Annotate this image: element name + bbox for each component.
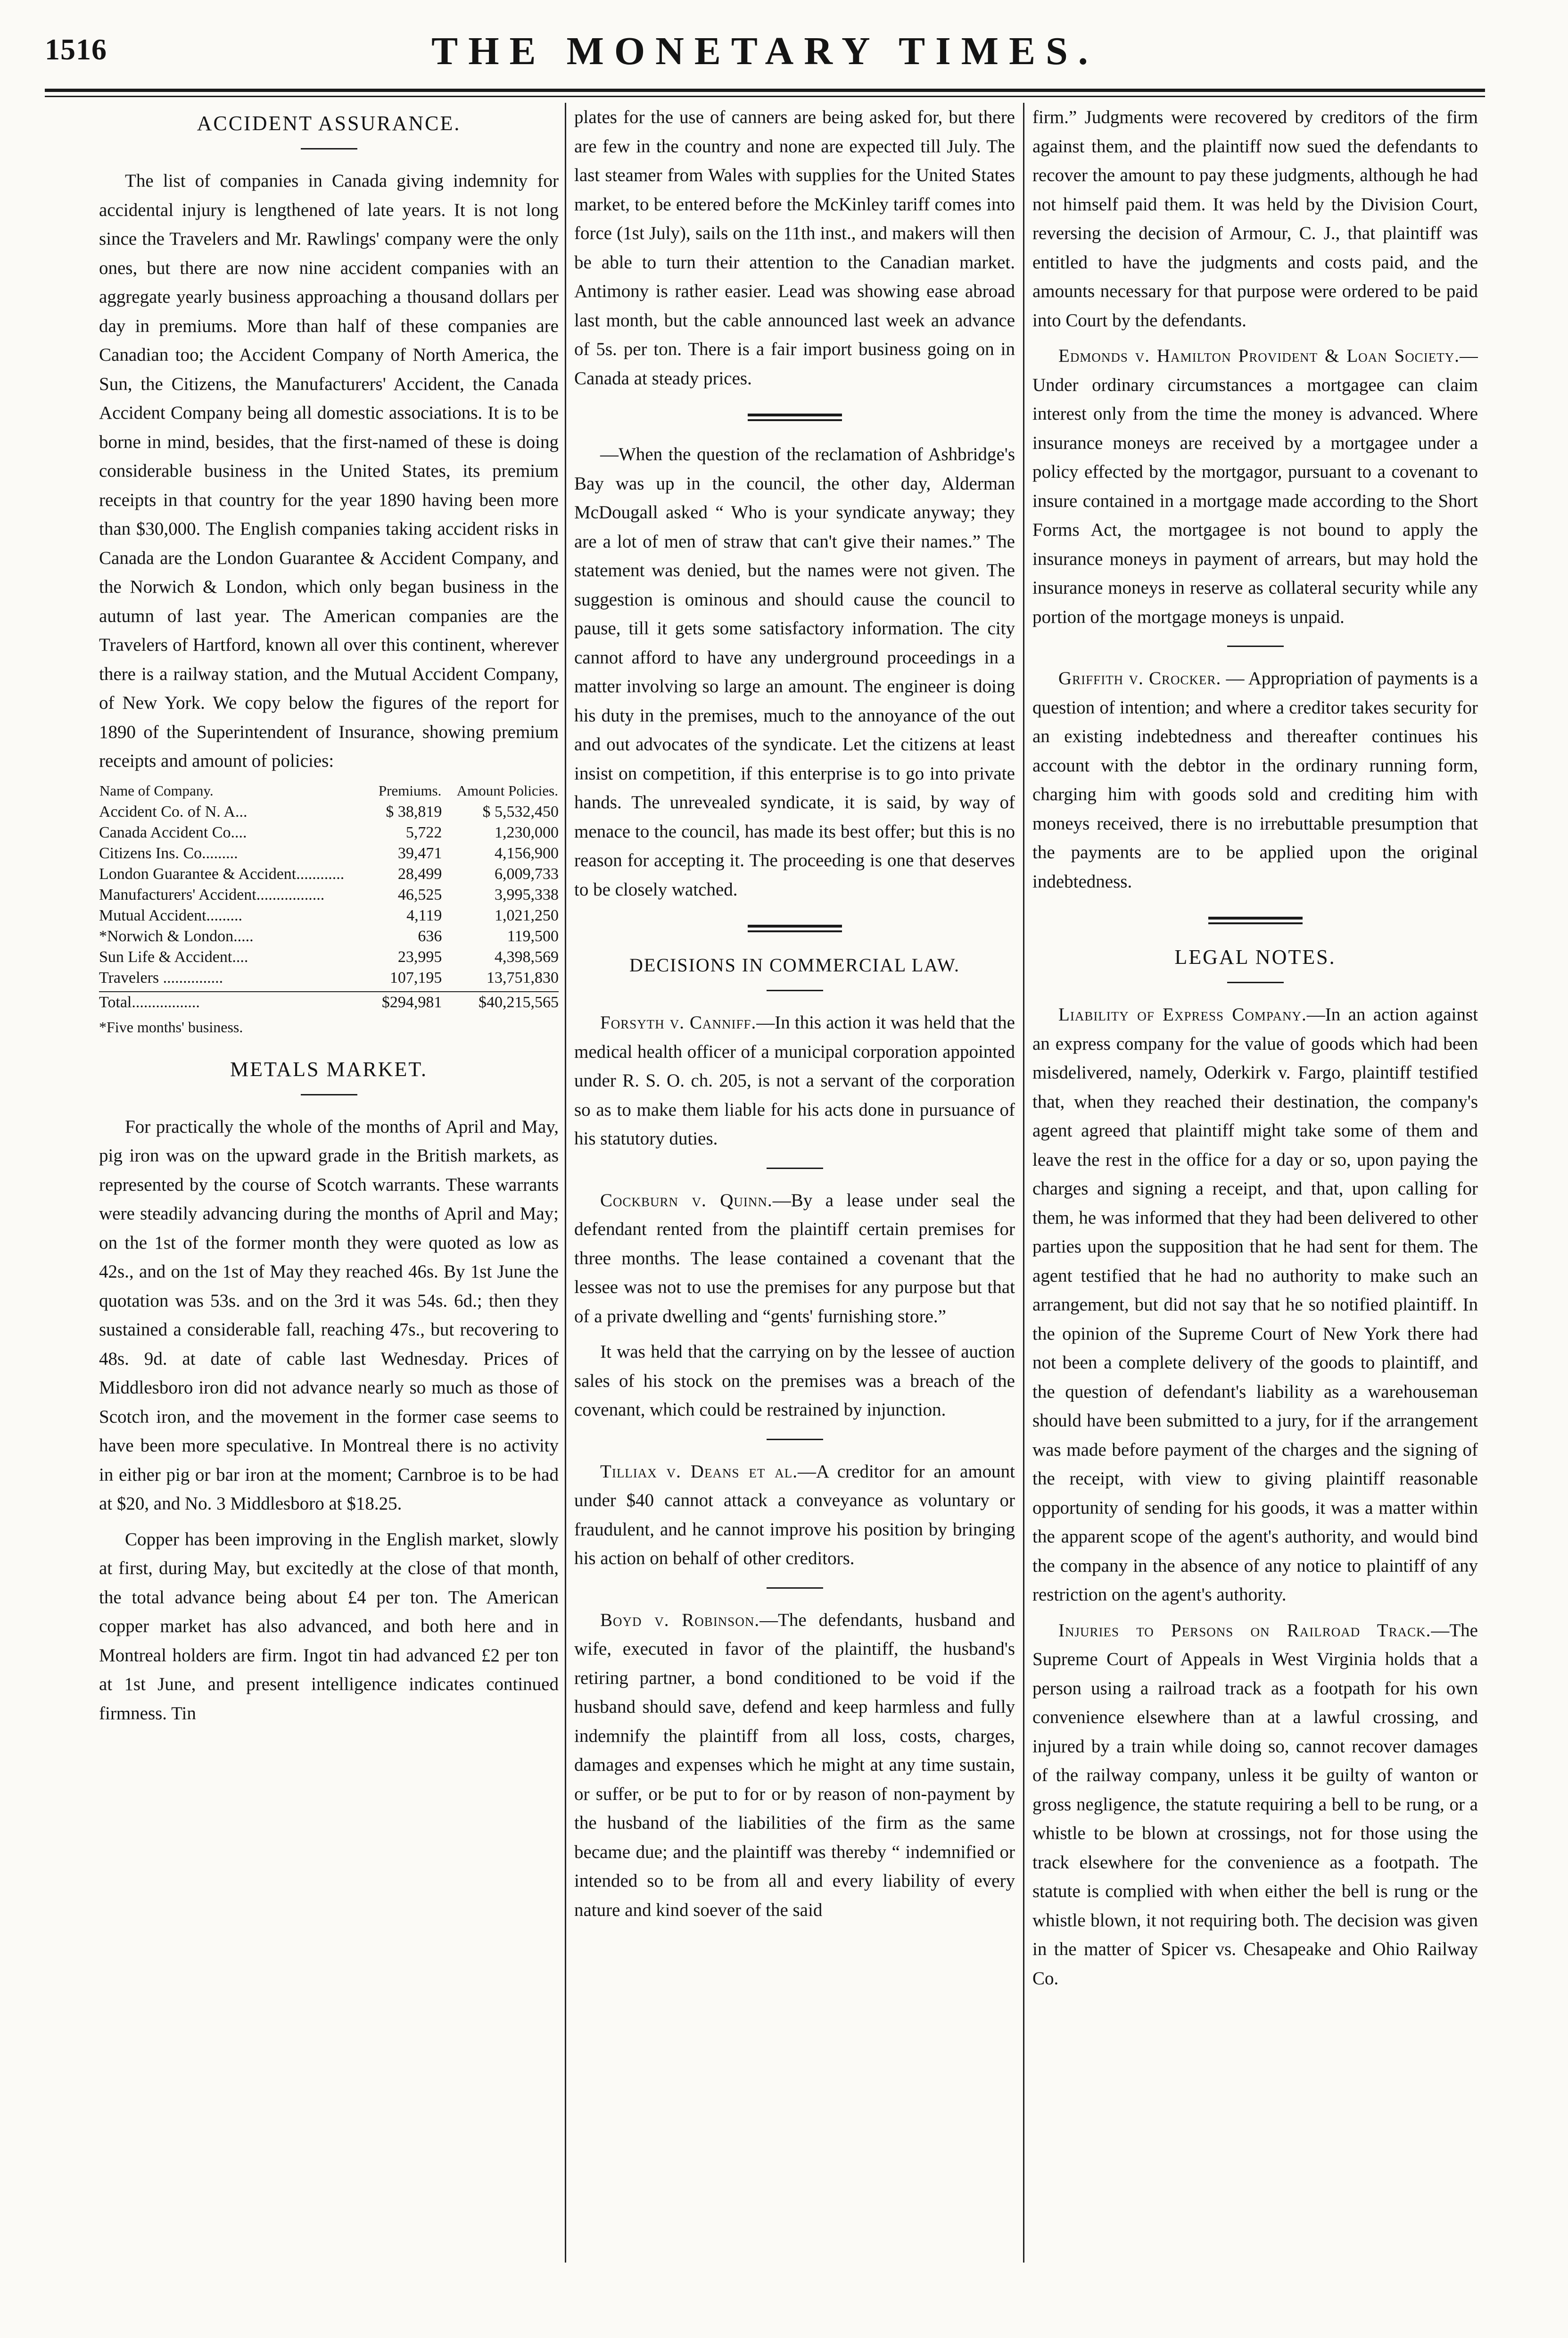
case-boyd-continued: firm.” Judgments were recovered by creditors of the firm against them, and the plaintiff now sued the defendants to recover the amount to pay these judgments, although he had not himself paid them. It was held by the Division Court, reversing the decision of Armour, C. J., that plaintiff was entitled to have the judgments and costs paid, and the amounts necessary for that purpose were ordered to be paid into Court by the defendants.	[1032, 107, 1478, 331]
table-row: *Norwich & London..... 636 119,500	[99, 927, 559, 945]
case-cockburn: Cockburn v. Quinn.—By a lease under seal the defendant rented from the plaintiff certain premises for three months. The lease contained a covenant that the lessee was not to use the premises for any purpose but that of a private dwelling and “gents' furnishing store.”	[574, 1190, 1015, 1327]
metals-market-paragraph-1: For practically the whole of the months of April and May, pig iron was on the upward grade in the British markets, as represented by the course of Scotch warrants. These warrants were steadily advancing during the months of April and May; on the 1st of the former month they were quoted as low as 42s., and on the 1st of May they reached 46s. By 1st June the quotation was 53s. and on the 3rd it was 54s. 6d.; then they sustained a considerable fall, reaching 47s., but recovering to 48s. 9d. at date of cable last Wednesday. Prices of Middlesboro iron did not advance nearly so much as those of Scotch iron, and the movement in the former case seems to have been more speculative. In Montreal there is no activity in either pig or bar iron at the moment; Carnbroe is to be had at $20, and No. 3 Middlesboro at $18.25.	[99, 1116, 559, 1514]
case-name: Forsyth v. Canniff.	[600, 1012, 757, 1033]
header-rule	[45, 89, 1485, 92]
case-griffith: Griffith v. Crocker. — Appropriation of payments is a question of intention; and where a creditor takes security for an existing indebtedness and thereafter continues his account with the debtor in the ordinary running form, charging him with goods sold and crediting him with moneys received, there is no irrebuttable presumption that the payments are to be applied upon the original indebtedness.	[1032, 668, 1478, 892]
table-row: Travelers ............... 107,195 13,751,830	[99, 969, 559, 987]
ashbridge-bay-article: —When the question of the reclamation of Ashbridge's Bay was up in the council, the other day, Alderman McDougall asked “ Who is your syndicate anyway; they are a lot of men of straw that can't give their names.” The statement was denied, but the names were not given. The suggestion is ominous and should cause the council to pause, till it gets some satisfactory information. The city cannot afford to have any underground proceedings in a matter involving so large an amount. The engineer is doing his duty in the premises, much to the annoyance of the out and out advocates of the syndicate. Let the citizens at least insist on competition, if this enterprise is to go into private hands. The unrevealed syndicate, it is said, by way of menace to the council, has made its best offer; but this is no reason for accepting it. The proceeding is one that deserves to be closely watched.	[574, 444, 1015, 900]
case-rule	[1227, 646, 1284, 647]
table-total-row: Total................. $294,981 $40,215,565	[99, 993, 559, 1011]
table-row: London Guarantee & Accident............ 28,499 6,009,733	[99, 865, 559, 883]
premiums-table	[99, 782, 559, 1013]
table-row: Citizens Ins. Co......... 39,471 4,156,900	[99, 844, 559, 862]
heading-rule	[1227, 982, 1284, 983]
case-tilliax: Tilliax v. Deans et al.—A creditor for an amount under $40 cannot attack a conveyance as voluntary or fraudulent, and he cannot improve his position by bringing his action on behalf of other creditors.	[574, 1461, 1015, 1568]
newspaper-title: THE MONETARY TIMES.	[431, 29, 1098, 73]
column-3	[1032, 103, 1478, 2263]
case-name: Cockburn v. Quinn.	[600, 1190, 773, 1210]
case-name: Griffith v. Crocker.	[1058, 668, 1221, 688]
table-rule	[99, 988, 559, 992]
table-footnote: *Five months' business.	[99, 1018, 243, 1036]
section-separator	[1208, 917, 1303, 924]
heading-rule	[301, 148, 357, 149]
case-rule	[767, 1587, 823, 1589]
table-row: Manufacturers' Accident................. 46,525 3,995,338	[99, 886, 559, 904]
table-row: Accident Co. of N. A... $ 38,819 $ 5,532,450	[99, 803, 559, 821]
accident-assurance-heading: ACCIDENT ASSURANCE.	[197, 112, 461, 135]
table-row: Mutual Accident......... 4,119 1,021,250	[99, 906, 559, 924]
case-rule	[767, 1439, 823, 1440]
case-name: Tilliax v. Deans et al.	[600, 1461, 798, 1482]
column-1	[99, 103, 559, 2263]
col-header-amount: Amount Policies.	[456, 782, 558, 799]
col-header-company: Name of Company.	[99, 782, 214, 799]
table-row: Canada Accident Co.... 5,722 1,230,000	[99, 823, 559, 841]
metals-market-paragraph-2: Copper has been improving in the English market, slowly at first, during May, but excitedly at the close of that month, the total advance being about £4 per ton. The American copper market has also advanced, and both here and in Montreal holders are firm. Ingot tin had advanced £2 per ton at 1st June, and present intelligence indicates continued firmness. Tin	[99, 1529, 559, 1724]
case-name: Boyd v. Robinson.	[600, 1609, 760, 1630]
case-boyd: Boyd v. Robinson.—The defendants, husband and wife, executed in favor of the plaintiff, the husband's retiring partner, a bond conditioned to be void if the husband should save, defend and keep harmless and fully indemnify the plaintiff from all loss, costs, charges, damages and expenses which he might at any time sustain, or suffer, or be put to for or by reason of non-payment by the husband of the liabilities of the firm as the same became due; and the plaintiff was thereby “ indemnified or intended so to be from all and every liability of every nature and kind soever of the said	[574, 1609, 1015, 1920]
case-rule	[767, 1168, 823, 1169]
metals-market-continued: plates for the use of canners are being asked for, but there are few in the country and none are expected till July. The last steamer from Wales with supplies for the United States market, to be entered before the McKinley tariff comes into force (1st July), sails on the 11th inst., and makers will then be able to turn their attention to the Canadian market. Antimony is rather easier. Lead was showing ease abroad last month, but the cable announced last week an advance of 5s. per ton. There is a fair import business going on in Canada at steady prices.	[574, 107, 1015, 389]
page-number: 1516	[45, 33, 107, 66]
header-rule-thin	[45, 96, 1485, 97]
commercial-law-heading: DECISIONS IN COMMERCIAL LAW.	[629, 954, 960, 976]
column-2	[574, 103, 1015, 2263]
note-railroad-track: Injuries to Persons on Railroad Track.—The Supreme Court of Appeals in West Virginia holds that a person using a railroad track as a footpath for his own convenience elsewhere than at a lawful crossing, and injured by a train while doing so, cannot recover damages of the railway company, unless it be guilty of wanton or gross negligence, the statute requiring a bell to be rung, or a whistle to be blown at crossings, not for those using the track elsewhere for the convenience as a footpath. The statute is complied with when either the bell is rung or the whistle blown, it not requiring both. The decision was given in the matter of Spicer vs. Chesapeake and Ohio Railway Co.	[1032, 1620, 1478, 1989]
masthead	[45, 28, 1485, 80]
note-title: Injuries to Persons on Railroad Track.	[1058, 1620, 1431, 1641]
heading-rule	[767, 990, 823, 991]
table-row: Sun Life & Accident.... 23,995 4,398,569	[99, 948, 559, 966]
col-header-premiums: Premiums.	[378, 782, 442, 799]
heading-rule	[301, 1094, 357, 1095]
column-divider	[1023, 103, 1024, 2263]
note-express-company: Liability of Express Company.—In an action against an express company for the value of goods which had been misdelivered, namely, Oderkirk v. Fargo, plaintiff testified that, when they reached their destination, the company's agent agreed that plaintiff might take some of them and leave the rest in the office for a day or so, upon paying the charges and signing a receipt, and that, upon calling for them, he was informed that they had been delivered to other parties upon the supposition that he had sent for them. The agent testified that he had no authority to make such an arrangement, but did not say that he so notified plaintiff. In the opinion of the Supreme Court of New York there had not been a complete delivery of the goods to plaintiff, and the question of defendant's liability as a warehouseman should have been submitted to a jury, for if the arrangement was made before payment of the charges and the signing of the receipt, with view to giving plaintiff reasonable opportunity of sending for his goods, it was a matter within the apparent scope of the agent's authority, and would bind the company in the absence of any notice to plaintiff of any restriction on the agent's authority.	[1032, 1004, 1478, 1605]
note-title: Liability of Express Company.	[1058, 1004, 1307, 1025]
case-name: Edmonds v. Hamilton Provident & Loan Society.	[1058, 346, 1460, 366]
accident-assurance-body: The list of companies in Canada giving indemnity for accidental injury is lengthened of late years. It is not long since the Travelers and Mr. Rawlings' company were the only ones, but there are now nine accident companies with an aggregate yearly business approaching a thousand dollars per day in premiums. More than half of these companies are Canadian too; the Accident Company of North America, the Sun, the Citizens, the Manufacturers' Accident, the Canada Accident Company being all domestic associations. It is to be borne in mind, besides, that the first-named of these is doing considerable business in the United States, its premium receipts in that country for the year 1890 having been more than $30,000. The English companies taking accident risks in Canada are the London Guarantee & Accident Company, and the Norwich & London, which only began business in the autumn of last year. The American companies are the Travelers of Hartford, known all over this continent, wherever there is a railway station, and the Mutual Accident Company, of New York. We copy below the figures of the report for 1890 of the Superintendent of Insurance, showing premium receipts and amount of policies:	[99, 171, 559, 771]
metals-market-heading: METALS MARKET.	[230, 1057, 428, 1081]
case-edmonds: Edmonds v. Hamilton Provident & Loan Society.—Under ordinary circumstances a mortgagee can claim interest only from the time the money is advanced. Where insurance moneys are received by a mortgagee under a policy effected by the mortgagor, pursuant to a covenant to insure contained in a mortgage made according to the Short Forms Act, the mortgagee is not bound to apply the insurance moneys in payment of arrears, but may hold the insurance moneys in reserve as collateral security while any portion of the mortgage moneys is unpaid.	[1032, 346, 1478, 627]
legal-notes-heading: LEGAL NOTES.	[1174, 945, 1336, 969]
column-divider	[565, 103, 566, 2263]
case-cockburn-holding: It was held that the carrying on by the lessee of auction sales of his stock on the premises was a breach of the covenant, which could be restrained by injunction.	[574, 1342, 1015, 1420]
section-separator	[748, 414, 842, 421]
section-separator	[748, 925, 842, 932]
case-forsyth: Forsyth v. Canniff.—In this action it was held that the medical health officer of a municipal corporation appointed under R. S. O. ch. 205, is not a servant of the corporation so as to make them liable for his acts done in pursuance of his statutory duties.	[574, 1012, 1015, 1149]
